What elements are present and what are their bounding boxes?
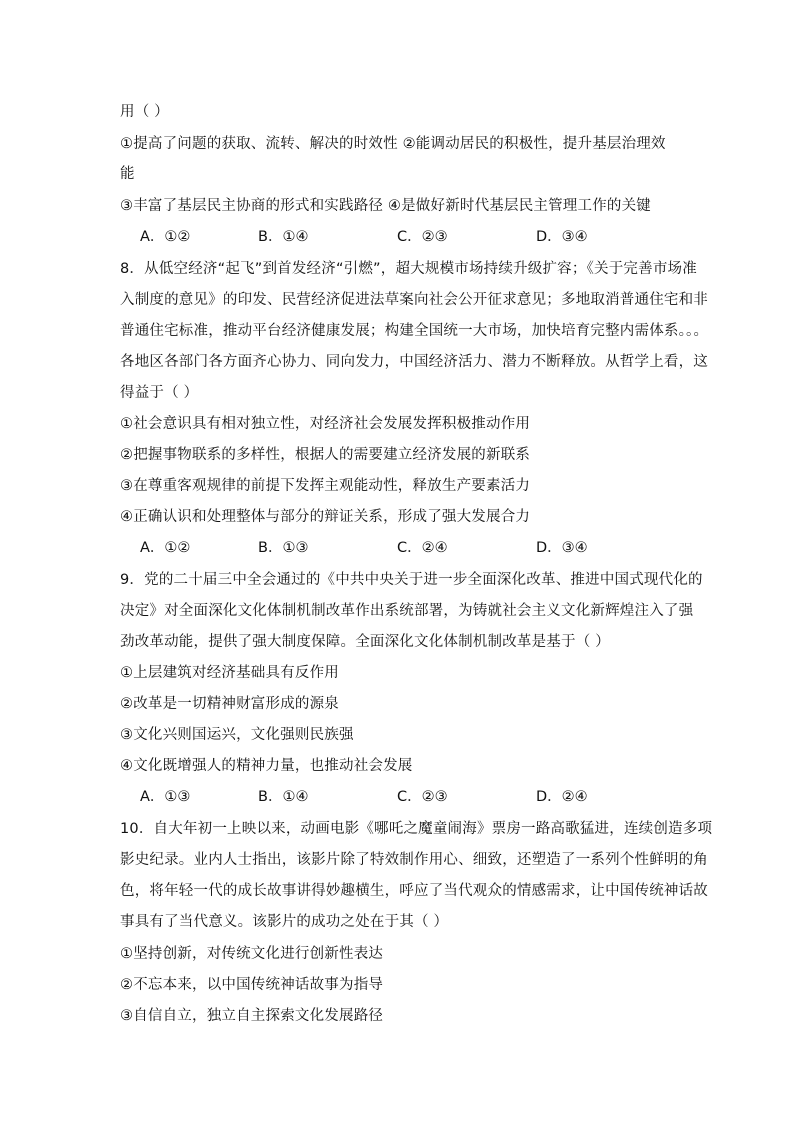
question-9-stem-line-2: 决定》对全面深化文化体制机制改革作出系统部署，为铸就社会主义文化新辉煌注入了强: [120, 603, 694, 619]
question-8-statement-1: ①社会意识具有相对独立性，对经济社会发展发挥积极推动作用: [120, 416, 531, 432]
question-7-statement-2-tail: 能: [120, 166, 135, 182]
question-7-statement-3-4: ③丰富了基层民主协商的形式和实践路径 ④是做好新时代基层民主管理工作的关键: [120, 198, 652, 214]
question-10-stem-line-4: 事具有了当代意义。该影片的成功之处在于其（ ）: [120, 914, 449, 930]
question-9-statement-2: ②改革是一切精神财富形成的源泉: [120, 696, 339, 712]
question-10-stem-line-1: 10．自大年初一上映以来，动画电影《哪吒之魔童闹海》票房一路高歌猛进，连续创造多项: [120, 821, 713, 837]
question-8-stem-line-4: 各地区各部门各方面齐心协力、同向发力，中国经济活力、潜力不断释放。从哲学上看，这: [120, 354, 708, 370]
question-10-statement-2: ②不忘本来，以中国传统神话故事为指导: [120, 977, 384, 993]
question-8-stem-line-1: 8．从低空经济“起飞”到首发经济“引燃”，超大规模市场持续升级扩容；《关于完善市场准: [120, 261, 697, 277]
question-8-option-c[interactable]: C．②④: [397, 540, 448, 556]
question-8-statement-3: ③在尊重客观规律的前提下发挥主观能动性，释放生产要素活力: [120, 478, 531, 494]
question-8-statement-4: ④正确认识和处理整体与部分的辩证关系，形成了强大发展合力: [120, 509, 531, 525]
question-7-option-b[interactable]: B．①④: [258, 229, 309, 245]
question-8-stem-line-2: 入制度的意见》的印发、民营经济促进法草案向社会公开征求意见；多地取消普通住宅和非: [120, 292, 708, 308]
question-9-option-c[interactable]: C．②③: [397, 789, 448, 805]
question-9-stem-line-3: 劲改革动能，提供了强大制度保障。全面深化文化体制机制改革是基于（ ）: [120, 634, 610, 650]
question-9-option-a[interactable]: A．①③: [140, 789, 191, 805]
question-7-stem-tail: 用（ ）: [120, 104, 169, 120]
question-8-option-a[interactable]: A．①②: [140, 540, 191, 556]
question-8-stem-line-3: 普通住宅标准，推动平台经济健康发展；构建全国统一大市场，加快培育完整内需体系。。。: [120, 323, 709, 339]
question-9-option-d[interactable]: D．②④: [536, 789, 588, 805]
question-9-statement-1: ①上层建筑对经济基础具有反作用: [120, 665, 339, 681]
question-8-option-b[interactable]: B．①③: [258, 540, 309, 556]
question-7-option-d[interactable]: D．③④: [536, 229, 588, 245]
question-7-statement-1-2: ①提高了问题的获取、流转、解决的时效性 ②能调动居民的积极性，提升基层治理效: [120, 136, 666, 152]
question-9-option-b[interactable]: B．①④: [258, 789, 309, 805]
question-8-statement-2: ②把握事物联系的多样性，根据人的需要建立经济发展的新联系: [120, 447, 531, 463]
question-8-stem-line-5: 得益于（ ）: [120, 385, 199, 401]
question-10-statement-3: ③自信自立，独立自主探索文化发展路径: [120, 1008, 384, 1024]
question-7-option-c[interactable]: C．②③: [397, 229, 448, 245]
question-8-option-d[interactable]: D．③④: [536, 540, 588, 556]
question-10-stem-line-2: 影史纪录。业内人士指出，该影片除了特效制作用心、细致，还塑造了一系列个性鲜明的角: [120, 852, 708, 868]
question-9-stem-line-1: 9．党的二十届三中全会通过的《中共中央关于进一步全面深化改革、推进中国式现代化的: [120, 572, 703, 588]
question-10-stem-line-3: 色，将年轻一代的成长故事讲得妙趣横生，呼应了当代观众的情感需求，让中国传统神话故: [120, 883, 708, 899]
question-7-option-a[interactable]: A．①②: [140, 229, 191, 245]
question-9-statement-3: ③文化兴则国运兴，文化强则民族强: [120, 727, 354, 743]
question-10-statement-1: ①坚持创新，对传统文化进行创新性表达: [120, 946, 384, 962]
question-9-statement-4: ④文化既增强人的精神力量，也推动社会发展: [120, 758, 413, 774]
